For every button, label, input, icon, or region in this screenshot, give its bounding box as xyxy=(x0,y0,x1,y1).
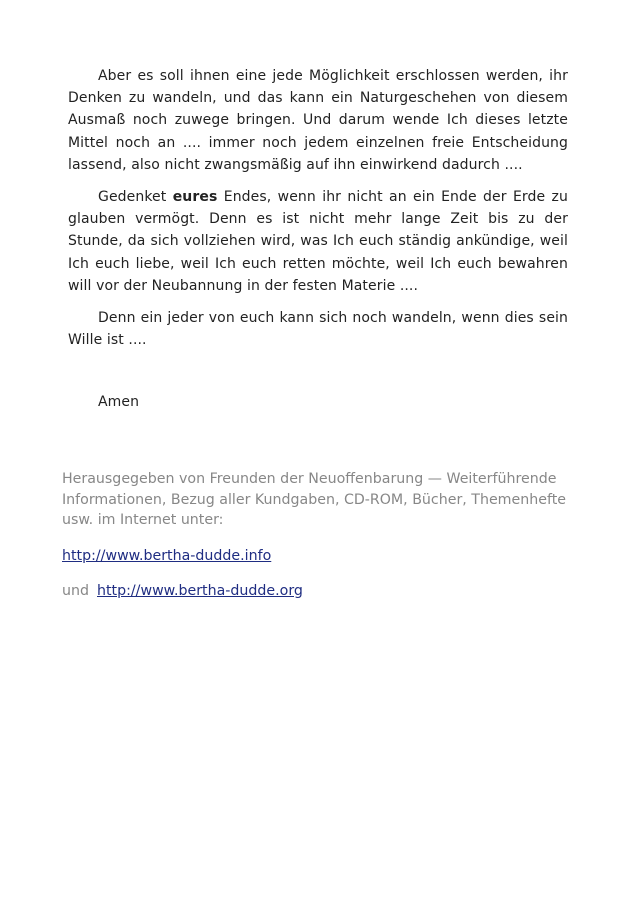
link-line-1 xyxy=(62,546,582,566)
paragraph-2 xyxy=(68,186,568,297)
link-line-2 xyxy=(62,581,582,601)
amen-line: Amen xyxy=(98,394,140,411)
sermon-text xyxy=(68,65,568,414)
website-link-info[interactable]: http://www.bertha-dudde.info xyxy=(62,547,272,564)
emphasis-eures: eures xyxy=(172,189,218,206)
paragraph-1: Aber es soll ihnen eine jede Möglichkeit erschlossen werden, ihr Denken zu wandeln, und das kann ein Naturgeschehen von diesem Ausmaß noch zuwege bringen. Und darum wende Ich dieses letzte Mittel noch an .... immer noch jedem einzelnen freie Entscheidung lassend, also nicht zwangsmäßig auf ihn einwirkend dadurch .... xyxy=(68,68,568,173)
paragraph-2-rest: Endes, wenn ihr nicht an ein Ende der Erde zu glauben vermögt. Denn es ist nicht mehr lange Zeit bis zu der Stunde, da sich vollziehen wird, was Ich euch ständig ankündige, weil Ich euch liebe, weil Ich euch retten möchte, weil Ich euch bewahren will vor der Neubannung in der festen Materie .... xyxy=(68,189,568,294)
paragraph-2-start: Gedenket xyxy=(98,189,173,206)
publisher-info xyxy=(62,469,582,601)
and-label: und xyxy=(62,582,89,599)
paragraph-3: Denn ein jeder von euch kann sich noch wandeln, wenn dies sein Wille ist .... xyxy=(68,310,568,349)
publisher-note: Herausgegeben von Freunden der Neuoffenbarung — Weiterführende Informationen, Bezug aller Kundgaben, CD-ROM, Bücher, Themenhefte usw. im Internet unter: xyxy=(62,471,566,528)
website-link-org[interactable]: http://www.bertha-dudde.org xyxy=(97,582,303,599)
